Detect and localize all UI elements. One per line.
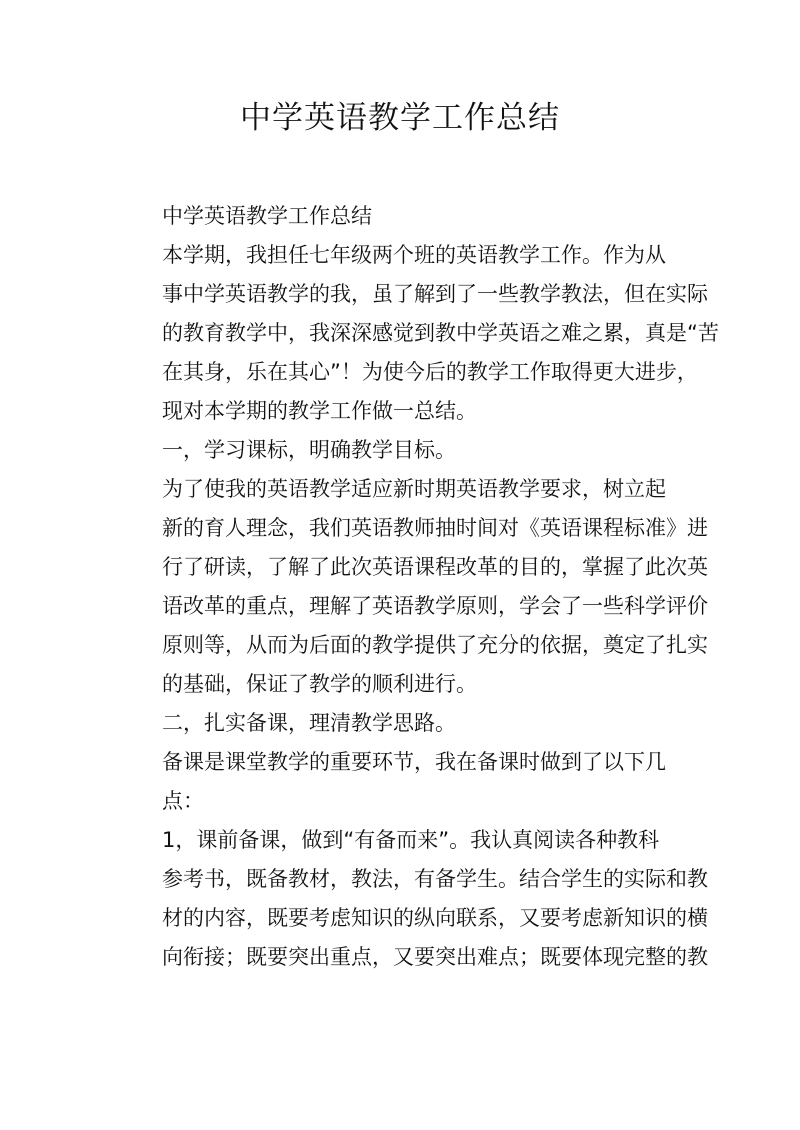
text-line: 备课是课堂教学的重要环节，我在备课时做到了以下几	[162, 750, 666, 774]
paragraph	[120, 197, 683, 236]
text-line: 一，学习课标，明确教学目标。	[162, 438, 456, 462]
text-line: 二，扎实备课，理清教学思路。	[162, 711, 456, 735]
text-line: 的教育教学中，我深深感觉到教中学英语之难之累，真是“苦	[162, 321, 719, 345]
text-line: 新的育人理念，我们英语教师抽时间对《英语课程标准》进	[162, 516, 708, 540]
text-line: 行了研读，了解了此次英语课程改革的目的，掌握了此次英	[162, 555, 708, 579]
text-line: 的基础，保证了教学的顺利进行。	[162, 672, 477, 696]
text-line: 材的内容，既要考虑知识的纵向联系，又要考虑新知识的横	[162, 906, 708, 930]
text-line: 中学英语教学工作总结	[162, 204, 372, 228]
text-line: 本学期，我担任七年级两个班的英语教学工作。作为从	[162, 243, 666, 267]
document-title: 中学英语教学工作总结	[240, 100, 560, 136]
paragraph	[120, 431, 683, 470]
paragraph	[120, 470, 708, 704]
text-line: 参考书，既备教材，教法，有备学生。结合学生的实际和教	[162, 867, 708, 891]
text-line: 现对本学期的教学工作做一总结。	[162, 399, 477, 423]
text-line: 在其身，乐在其心”！为使今后的教学工作取得更大进步，	[162, 360, 698, 384]
document-body	[120, 197, 719, 977]
paragraph	[120, 236, 719, 431]
paragraph	[120, 743, 683, 821]
text-line: 向衔接；既要突出重点，又要突出难点；既要体现完整的教	[162, 945, 708, 969]
paragraph	[120, 821, 708, 977]
paragraph	[120, 704, 683, 743]
text-line: 为了使我的英语教学适应新时期英语教学要求，树立起	[162, 477, 666, 501]
text-line: 原则等，从而为后面的教学提供了充分的依据，奠定了扎实	[162, 633, 708, 657]
text-line: 语改革的重点，理解了英语教学原则，学会了一些科学评价	[162, 594, 708, 618]
text-line: 1，课前备课，做到“有备而来”。我认真阅读各种教科	[162, 828, 660, 852]
text-line: 点：	[162, 789, 204, 813]
text-line: 事中学英语教学的我，虽了解到了一些教学教法，但在实际	[162, 282, 708, 306]
